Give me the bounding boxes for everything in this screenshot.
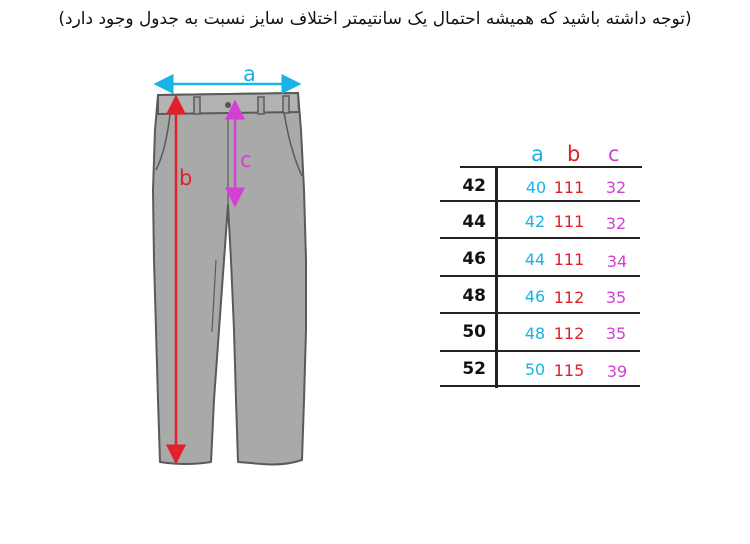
table-cell-c: 32 [605, 214, 627, 233]
table-cell-b: 112 [553, 288, 585, 307]
table-cell-b: 112 [553, 324, 585, 343]
table-cell-a: 44 [524, 250, 546, 269]
table-cell-b: 111 [553, 250, 585, 269]
table-row-size: 44 [462, 212, 486, 232]
table-cell-a: 50 [524, 360, 546, 379]
dimension-c-label: c [240, 148, 252, 172]
table-rule [440, 312, 640, 314]
belt-loop [258, 97, 264, 114]
table-rule [440, 385, 640, 387]
table-row-size: 48 [462, 286, 486, 306]
table-cell-a: 46 [524, 287, 546, 306]
table-rule [440, 200, 640, 202]
size-tolerance-note: (توجه داشته باشید که همیشه احتمال یک سانتیمتر اختلاف سایز نسبت به جدول وجود دارد) [58, 9, 692, 29]
table-cell-c: 39 [606, 362, 628, 381]
table-cell-c: 35 [605, 288, 627, 307]
table-row-size: 52 [462, 359, 486, 379]
table-rule [440, 237, 640, 239]
table-cell-c: 34 [606, 252, 628, 271]
table-cell-b: 111 [553, 212, 585, 231]
table-cell-b: 115 [553, 361, 585, 380]
table-header-c: c [608, 142, 620, 166]
table-row-size: 46 [462, 249, 486, 269]
table-row-size: 50 [462, 322, 486, 342]
dimension-b-label: b [179, 166, 193, 190]
table-cell-a: 42 [524, 212, 546, 231]
table-header-b: b [567, 142, 581, 166]
table-cell-c: 32 [605, 178, 627, 197]
table-header-a: a [531, 142, 544, 166]
belt-loop [194, 97, 200, 114]
table-rule [440, 275, 640, 277]
table-cell-a: 48 [524, 324, 546, 343]
table-row-size: 42 [462, 176, 486, 196]
belt-loop [283, 96, 289, 113]
waist-button [225, 102, 231, 108]
table-cell-c: 35 [605, 324, 627, 343]
table-cell-b: 111 [553, 178, 585, 197]
table-cell-a: 40 [525, 178, 547, 197]
table-rule [440, 350, 640, 352]
table-rule [460, 166, 642, 168]
dimension-a-label: a [243, 62, 256, 86]
